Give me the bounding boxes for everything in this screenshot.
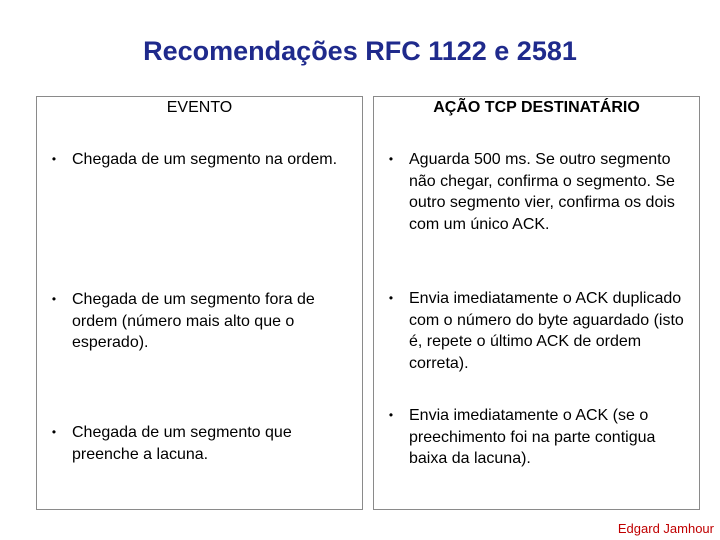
event-column	[36, 96, 363, 510]
bullet-icon: •	[51, 425, 57, 439]
page-title: Recomendações RFC 1122 e 2581	[143, 36, 577, 66]
action-item-text: Envia imediatamente o ACK duplicado com o número do byte aguardado (isto é, repete o último ACK de ordem correta).	[409, 290, 684, 372]
author-footer: Edgard Jamhour	[617, 521, 714, 536]
event-item-text: Chegada de um segmento na ordem.	[72, 151, 338, 168]
action-item-text: Envia imediatamente o ACK (se o preechimento foi na parte contigua baixa da lacuna).	[409, 407, 656, 467]
event-item-text: Chegada de um segmento que preenche a lacuna.	[72, 424, 292, 463]
bullet-icon: •	[388, 408, 394, 422]
action-column	[373, 96, 700, 510]
action-item-text: Aguarda 500 ms. Se outro segmento não chegar, confirma o segmento. Se outro segmento vier, confirma os dois com um único ACK.	[409, 151, 675, 233]
bullet-icon: •	[388, 152, 394, 166]
event-item-text: Chegada de um segmento fora de ordem (número mais alto que o esperado).	[72, 291, 315, 351]
action-column-header: AÇÃO TCP DESTINATÁRIO	[433, 99, 640, 116]
bullet-icon: •	[51, 152, 57, 166]
event-column-header: EVENTO	[166, 99, 233, 116]
bullet-icon: •	[51, 292, 57, 306]
bullet-icon: •	[388, 291, 394, 305]
